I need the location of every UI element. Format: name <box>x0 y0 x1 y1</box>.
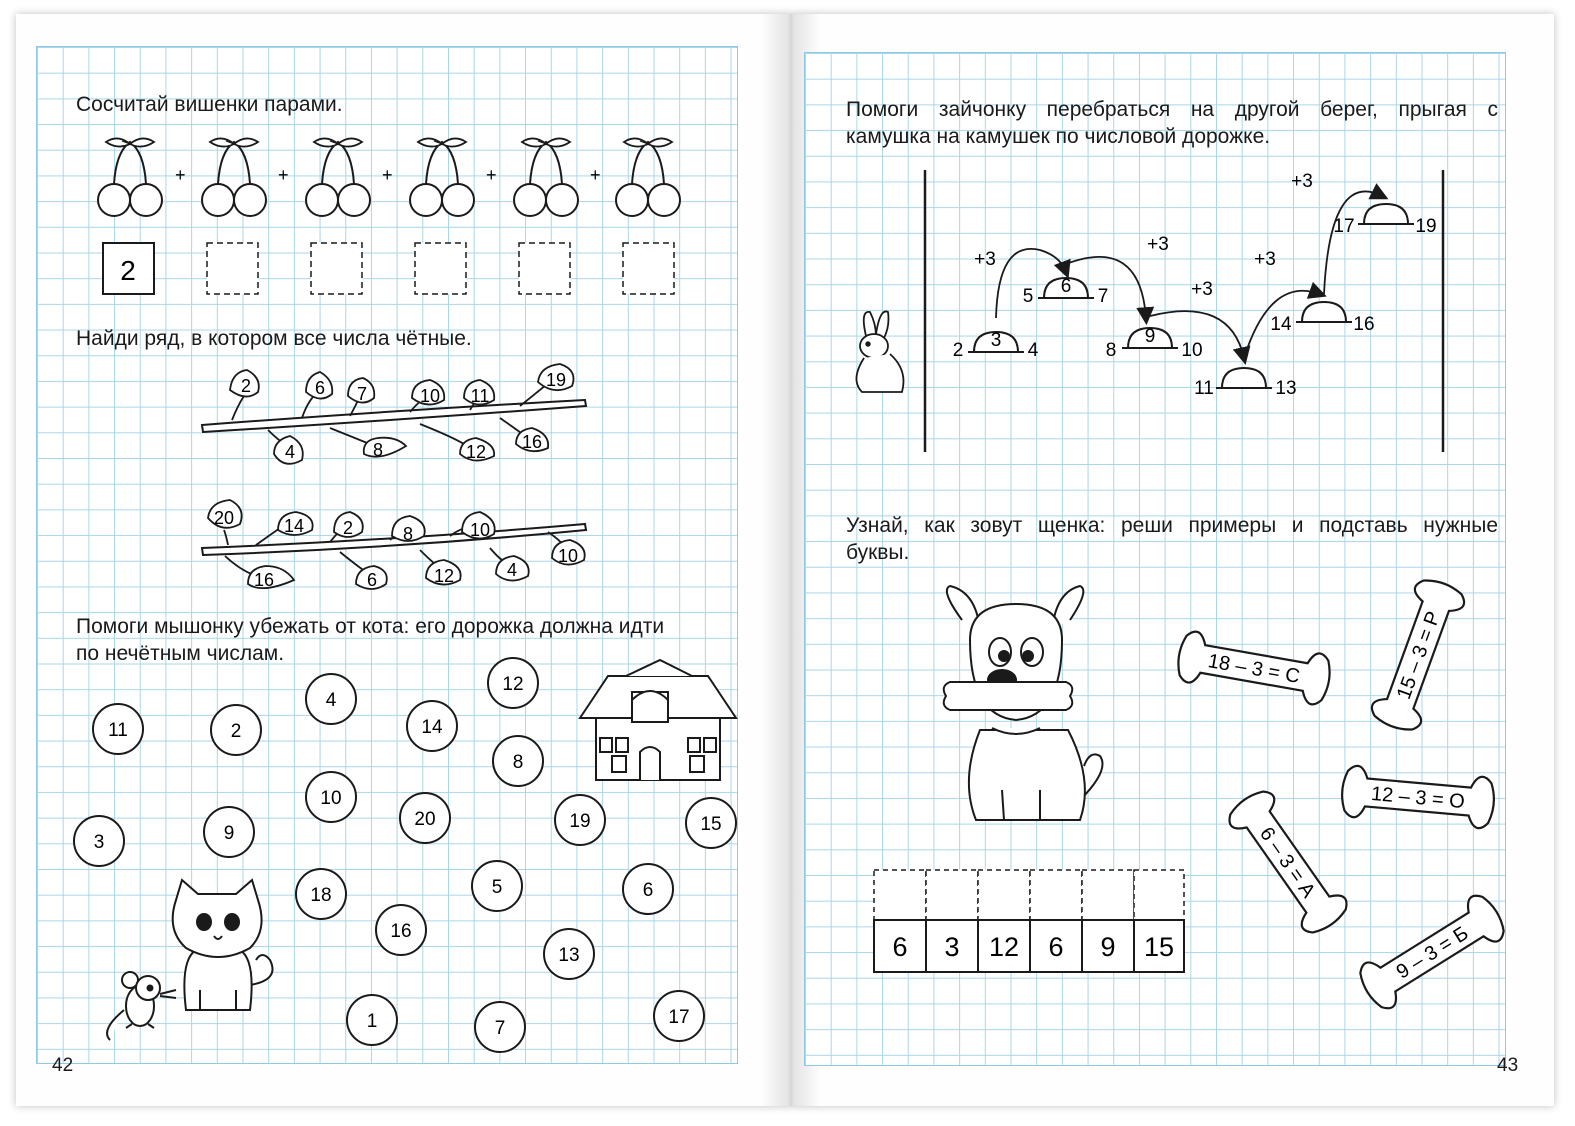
plus-sign: + <box>175 165 186 185</box>
puppy-illustration <box>944 586 1103 820</box>
leaf-number: 16 <box>521 432 543 452</box>
circle-number: 7 <box>494 1018 506 1039</box>
leaf-number: 10 <box>557 546 579 566</box>
circle-number: 9 <box>223 823 235 844</box>
branch-1[interactable] <box>202 364 586 464</box>
stone-value: 3 <box>990 330 1002 351</box>
answer-number: 9 <box>1100 932 1116 962</box>
circle-number: 18 <box>310 885 332 906</box>
circle-number: 14 <box>421 717 443 738</box>
leaf-number: 2 <box>342 518 354 538</box>
leaf-number: 20 <box>213 508 235 528</box>
bone-label: 18 – 3 = С <box>1206 650 1302 688</box>
jump-label: +3 <box>1147 234 1169 255</box>
leaf-number: 11 <box>470 386 490 406</box>
leaf-number: 12 <box>433 566 455 586</box>
leaf-number: 19 <box>545 370 567 390</box>
jump-label: +3 <box>1254 249 1276 270</box>
stone-left-number: 14 <box>1270 314 1292 335</box>
circle-number: 8 <box>512 752 524 773</box>
puppy-task-title-line2: буквы. <box>846 541 910 564</box>
even-row-task-title: Найди ряд, в котором все числа чётные. <box>76 327 472 350</box>
stone-left-number: 11 <box>1194 378 1214 399</box>
answer-box[interactable] <box>207 243 258 294</box>
stone-left-number: 2 <box>952 340 964 361</box>
name-answer-grid[interactable] <box>874 870 1184 972</box>
stone-right-number: 7 <box>1097 286 1109 307</box>
leaf-number: 10 <box>419 386 441 406</box>
circle-number: 4 <box>325 690 337 711</box>
leaf-number: 14 <box>283 516 305 536</box>
circle-number: 1 <box>366 1011 378 1032</box>
circle-number: 15 <box>700 814 722 835</box>
answer-number: 3 <box>944 932 960 962</box>
rabbit-task-title-line1: Помоги зайчонку перебраться на другой берег, прыгая с <box>846 98 1498 121</box>
leaf-number: 16 <box>253 570 275 590</box>
jump-label: +3 <box>1191 279 1213 300</box>
stone-right-number: 13 <box>1275 378 1297 399</box>
mouse-task-title-line1: Помоги мышонку убежать от кота: его дорожка должна идти <box>76 615 665 638</box>
page-number-right: 43 <box>1497 1055 1519 1076</box>
stone-numbers <box>953 216 1437 399</box>
jump-label: +3 <box>974 249 996 270</box>
mouse-task-title-line2: по нечётным числам. <box>76 642 285 665</box>
leaf-number: 4 <box>284 442 296 462</box>
circle-number: 11 <box>108 720 128 741</box>
bone-6-3[interactable] <box>1223 785 1352 939</box>
bone-label: 9 – 3 = Б <box>1392 922 1473 984</box>
mouse-illustration <box>107 972 176 1040</box>
plus-sign: + <box>590 165 601 185</box>
answer-number: 6 <box>1048 932 1064 962</box>
leaf-number: 2 <box>240 376 252 396</box>
circle-number: 12 <box>502 674 524 695</box>
branch-2[interactable] <box>202 500 586 590</box>
stone-right-number: 16 <box>1353 314 1375 335</box>
stone-right-number: 19 <box>1415 216 1437 237</box>
answer-box[interactable] <box>623 243 674 294</box>
circle-number: 20 <box>414 809 436 830</box>
stone-left-number: 17 <box>1333 216 1355 237</box>
plus-sign: + <box>278 165 289 185</box>
stone-right-number: 4 <box>1027 340 1039 361</box>
bone-12-3[interactable] <box>1340 765 1496 830</box>
circle-number: 6 <box>642 880 654 901</box>
puppy-task-title-line1: Узнай, как зовут щенка: реши примеры и подставь нужные <box>846 514 1498 537</box>
circle-number: 13 <box>558 945 580 966</box>
bone-label: 6 – 3 = А <box>1255 823 1320 902</box>
bone-15-3[interactable] <box>1368 575 1468 735</box>
cat-illustration <box>173 880 273 1010</box>
stone-right-number: 10 <box>1181 340 1203 361</box>
circle-number: 2 <box>230 721 242 742</box>
circle-number: 5 <box>491 877 503 898</box>
bone-18-3[interactable] <box>1175 629 1334 706</box>
circle-number: 17 <box>668 1007 690 1028</box>
leaf-number: 10 <box>469 520 491 540</box>
stone-left-number: 8 <box>1105 340 1117 361</box>
leaf-number: 8 <box>402 524 414 544</box>
leaf-number: 6 <box>314 378 326 398</box>
answer-number: 12 <box>988 932 1020 962</box>
answer-number: 6 <box>892 932 908 962</box>
rabbit-task-title-line2: камушка на камушек по числовой дорожке. <box>846 125 1271 148</box>
jump-arrows <box>996 191 1382 358</box>
stone-left-number: 5 <box>1022 286 1034 307</box>
stone-value: 9 <box>1144 326 1156 347</box>
answer-box[interactable] <box>415 243 466 294</box>
plus-sign: + <box>382 165 393 185</box>
plus-sign: + <box>486 165 497 185</box>
jump-label: +3 <box>1291 171 1313 192</box>
cherries-task-title: Сосчитай вишенки парами. <box>76 93 343 116</box>
bone-label: 15 – 3 = Р <box>1392 608 1445 703</box>
answer-box-value: 2 <box>120 255 136 286</box>
bone-label: 12 – 3 = О <box>1370 782 1466 814</box>
circle-number: 10 <box>320 788 342 809</box>
answer-box[interactable] <box>311 243 362 294</box>
circle-number: 19 <box>569 811 591 832</box>
leaf-number: 8 <box>372 440 384 460</box>
answer-number: 15 <box>1143 932 1175 962</box>
circle-number: 16 <box>390 921 412 942</box>
jump-labels <box>974 171 1313 300</box>
leaf-number: 12 <box>465 442 487 462</box>
leaf-number: 4 <box>506 560 518 580</box>
bone-9-3[interactable] <box>1354 890 1510 1014</box>
leaf-number: 7 <box>356 384 368 404</box>
page-number-left: 42 <box>52 1055 74 1076</box>
circle-number: 3 <box>93 832 105 853</box>
house-illustration <box>580 660 736 780</box>
rabbit-illustration <box>856 311 903 392</box>
leaf-number: 6 <box>366 570 378 590</box>
stone-value: 6 <box>1060 276 1072 297</box>
answer-box[interactable] <box>519 243 570 294</box>
